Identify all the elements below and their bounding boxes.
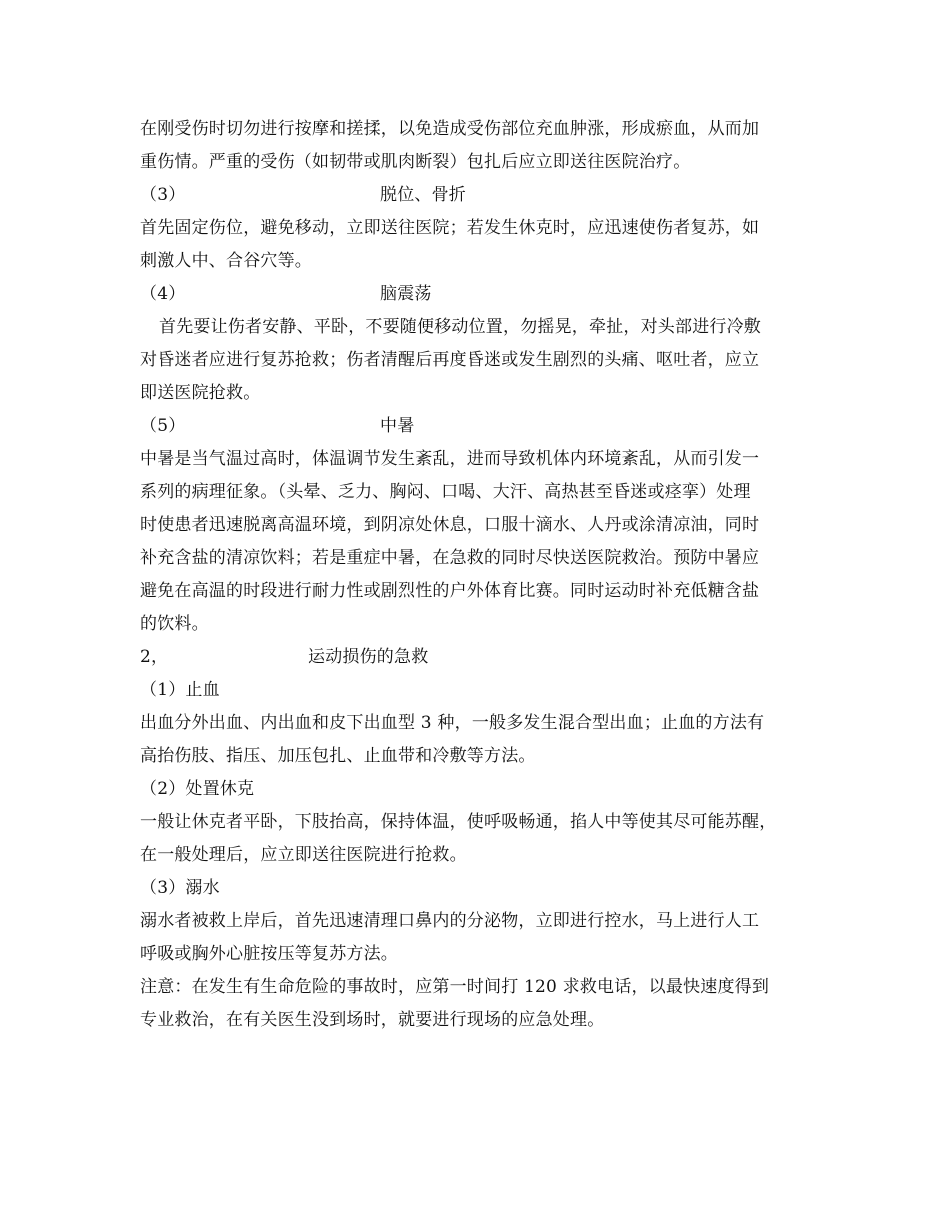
document-page	[140, 113, 830, 1037]
paragraph-line: 补充含盐的清凉饮料；若是重症中暑，在急救的同时尽快送医院救治。预防中暑应	[140, 548, 760, 568]
paragraph-line: 对昏迷者应进行复苏抢救；伤者清醒后再度昏迷或发生剧烈的头痛、呕吐者，应立	[140, 350, 760, 370]
section-heading-first-aid	[140, 641, 830, 674]
subheading-drowning: （3）溺水	[140, 878, 220, 898]
paragraph-line: 高抬伤肢、指压、加压包扎、止血带和冷敷等方法。	[140, 746, 536, 766]
paragraph-line: 避免在高温的时段进行耐力性或剧烈性的户外体育比赛。同时运动时补充低糖含盐	[140, 581, 760, 601]
heading-dislocation	[140, 179, 830, 212]
paragraph-line: 时使患者迅速脱离高温环境，到阴凉处休息，口服十滴水、人丹或涂清凉油，同时	[140, 515, 760, 535]
heading-number: （5）	[140, 416, 186, 436]
heading-number: （3）	[140, 185, 186, 205]
paragraph-line: 首先固定伤位，避免移动，立即送往医院；若发生休克时，应迅速使伤者复苏，如	[140, 218, 760, 238]
heading-heatstroke	[140, 410, 830, 443]
heading-concussion	[140, 278, 830, 311]
paragraph-line: 首先要让伤者安静、平卧，不要随便移动位置，勿摇晃，牵扯，对头部进行冷敷	[159, 317, 761, 337]
paragraph-line: 呼吸或胸外心脏按压等复苏方法。	[140, 944, 398, 964]
paragraph-line: 即送医院抢救。	[140, 383, 261, 403]
paragraph-line: 在一般处理后，应立即送往医院进行抢救。	[140, 845, 467, 865]
paragraph-line: 专业救治，在有关医生没到场时，就要进行现场的应急处理。	[140, 1010, 605, 1030]
paragraph-line: 一般让休克者平卧，下肢抬高，保持体温，使呼吸畅通，掐人中等使其尽可能苏醒，	[140, 812, 777, 832]
paragraph-line: 出血分外出血、内出血和皮下出血型 3 种，一般多发生混合型出血；止血的方法有	[140, 713, 765, 733]
section-number: 2，	[140, 647, 169, 667]
paragraph-line: 刺激人中、合谷穴等。	[140, 251, 312, 271]
heading-title: 脑震荡	[380, 284, 432, 304]
paragraph-line: 溺水者被救上岸后，首先迅速清理口鼻内的分泌物，立即进行控水，马上进行人工	[140, 911, 760, 931]
paragraph-line: 系列的病理征象。（头晕、乏力、胸闷、口喝、大汗、高热甚至昏迷或痉挛）处理	[140, 482, 751, 502]
paragraph-line: 注意：在发生有生命危险的事故时，应第一时间打 120 求救电话，以最快速度得到	[140, 977, 770, 997]
heading-number: （4）	[140, 284, 186, 304]
subheading-shock: （2）处置休克	[140, 779, 255, 799]
heading-title: 中暑	[380, 416, 415, 436]
section-title: 运动损伤的急救	[308, 647, 429, 667]
paragraph-line: 的饮料。	[140, 614, 209, 634]
paragraph-line: 重伤情。严重的受伤（如韧带或肌肉断裂）包扎后应立即送往医院治疗。	[140, 152, 691, 172]
paragraph-line: 中暑是当气温过高时，体温调节发生紊乱，进而导致机体内环境紊乱，从而引发一	[140, 449, 760, 469]
subheading-stop-bleeding: （1）止血	[140, 680, 220, 700]
heading-title: 脱位、骨折	[380, 185, 466, 205]
paragraph-line: 在刚受伤时切勿进行按摩和搓揉，以免造成受伤部位充血肿涨，形成瘀血，从而加	[140, 119, 760, 139]
